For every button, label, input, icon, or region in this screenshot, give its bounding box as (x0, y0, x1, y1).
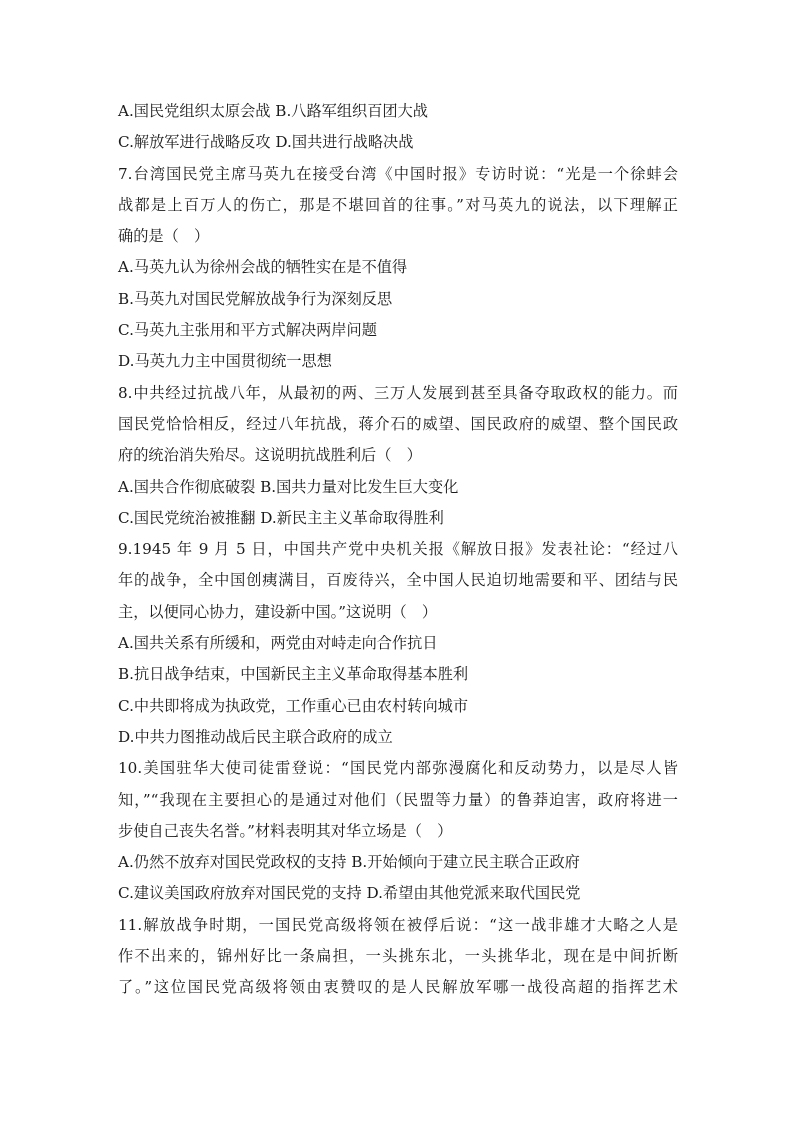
document-page (118, 96, 678, 1004)
text-line: C.建议美国政府放弃对国民党的支持 D.希望由其他党派来取代国民党 (118, 884, 581, 903)
text-line: 11.解放战争时期，一国民党高级将领在被俘后说：“这一战非雄才大略之人是 (118, 915, 678, 934)
text-line: 8.中共经过抗战八年，从最初的两、三万人发展到甚至具备夺取政权的能力。而 (118, 383, 678, 402)
text-line: C.国民党统治被推翻 D.新民主主义革命取得胜利 (118, 508, 444, 527)
text-line: 步使自己丧失名誉。”材料表明其对华立场是（ ） (118, 821, 453, 840)
text-line: 年的战争，全中国创痍满目，百废待兴，全中国人民迫切地需要和平、团结与民 (118, 571, 678, 590)
text-line: 府的统治消失殆尽。这说明抗战胜利后（ ） (118, 446, 422, 465)
text-line: A.国民党组织太原会战 B.八路军组织百团大战 (118, 102, 428, 120)
text-line: 主，以便同心协力，建设新中国。”这说明（ ） (118, 602, 438, 621)
text-line: D.马英九力主中国贯彻统一思想 (118, 352, 332, 371)
text-line: 10.美国驻华大使司徒雷登说：“国民党内部弥漫腐化和反动势力，以是尽人皆 (118, 759, 678, 778)
text-line: C.中共即将成为执政党，工作重心已由农村转向城市 (118, 696, 469, 715)
text-line: A.仍然不放弃对国民党政权的支持 B.开始倾向于建立民主联合正政府 (118, 853, 580, 872)
text-line: 7.台湾国民党主席马英九在接受台湾《中国时报》专访时说：“光是一个徐蚌会 (118, 164, 678, 183)
text-line: B.马英九对国民党解放战争行为深刻反思 (118, 289, 393, 308)
text-line: D.中共力图推动战后民主联合政府的成立 (118, 727, 393, 746)
text-line: A.国共关系有所缓和，两党由对峙走向合作抗日 (118, 634, 438, 653)
text-line: 战都是上百万人的伤亡，那是不堪回首的往事。”对马英九的说法，以下理解正 (118, 195, 678, 214)
text-line: B.抗日战争结束，中国新民主主义革命取得基本胜利 (118, 665, 469, 684)
text-line: 了。”这位国民党高级将领由衷赞叹的是人民解放军哪一战役高超的指挥艺术 (118, 978, 678, 997)
text-line: C.解放军进行战略反攻 D.国共进行战略决战 (118, 133, 414, 152)
text-line: 作不出来的，锦州好比一条扁担，一头挑东北，一头挑华北，现在是中间折断 (118, 947, 678, 966)
text-line: 知，”“我现在主要担心的是通过对他们（民盟等力量）的鲁莽迫害，政府将进一 (118, 790, 678, 809)
text-line: C.马英九主张用和平方式解决两岸问题 (118, 321, 377, 340)
text-line: 确的是（ ） (118, 227, 210, 246)
text-line: 9.1945 年 9 月 5 日，中国共产党中央机关报《解放日报》发表社论：“经过八 (118, 540, 678, 559)
text-line: A.国共合作彻底破裂 B.国共力量对比发生巨大变化 (118, 477, 459, 496)
text-line: 国民党恰恰相反，经过八年抗战，蒋介石的威望、国民政府的威望、整个国民政 (118, 414, 678, 433)
text-line: A.马英九认为徐州会战的牺牲实在是不值得 (118, 258, 408, 277)
